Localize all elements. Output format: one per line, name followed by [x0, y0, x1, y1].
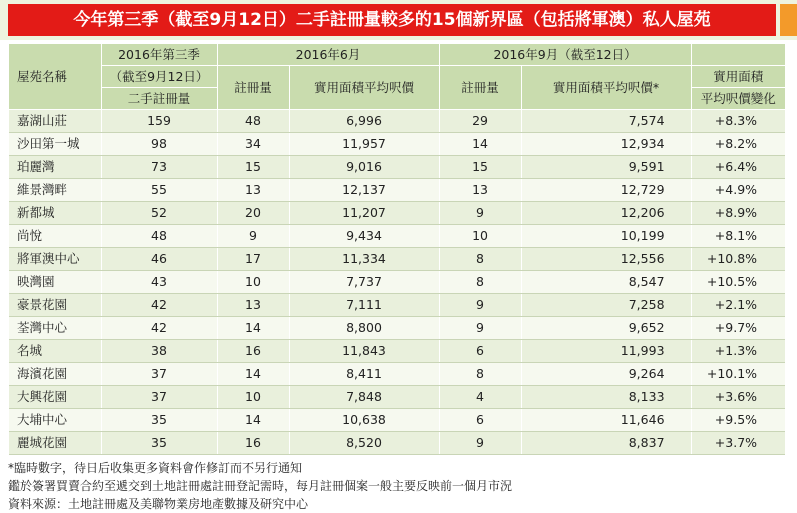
- footnote-registration-lag: 鑑於簽署買賣合約至遞交到土地註冊處註冊登記需時，每月註冊個案一般主要反映前一個月市況: [8, 479, 513, 493]
- cell-estate-name: 大興花園: [9, 386, 101, 409]
- table-row: [9, 432, 785, 455]
- cell-q3-registrations: 98: [101, 133, 217, 156]
- cell-q3-registrations: 42: [101, 317, 217, 340]
- cell-june-avg-price: 7,737: [289, 271, 439, 294]
- cell-september-registrations: 13: [439, 179, 521, 202]
- cell-estate-name: 麗城花園: [9, 432, 101, 455]
- cell-price-change: +3.6%: [691, 386, 785, 409]
- cell-june-registrations: 20: [217, 202, 289, 225]
- data-table-container: [9, 44, 785, 455]
- cell-june-avg-price: 8,411: [289, 363, 439, 386]
- cell-june-registrations: 34: [217, 133, 289, 156]
- cell-price-change: +3.7%: [691, 432, 785, 455]
- cell-estate-name: 尚悅: [9, 225, 101, 248]
- cell-september-avg-price: 7,258: [521, 294, 691, 317]
- cell-q3-registrations: 43: [101, 271, 217, 294]
- cell-q3-registrations: 38: [101, 340, 217, 363]
- cell-june-avg-price: 9,016: [289, 156, 439, 179]
- table-row: [9, 386, 785, 409]
- cell-price-change: +4.9%: [691, 179, 785, 202]
- cell-estate-name: 將軍澳中心: [9, 248, 101, 271]
- footnotes: [8, 459, 788, 513]
- estate-registration-table: [9, 44, 785, 455]
- header-june-registrations: 註冊量: [217, 66, 289, 110]
- cell-q3-registrations: 46: [101, 248, 217, 271]
- cell-september-avg-price: 9,591: [521, 156, 691, 179]
- cell-june-avg-price: 9,434: [289, 225, 439, 248]
- cell-september-registrations: 6: [439, 409, 521, 432]
- cell-estate-name: 新都城: [9, 202, 101, 225]
- cell-june-avg-price: 11,843: [289, 340, 439, 363]
- table-row: [9, 110, 785, 133]
- cell-june-registrations: 14: [217, 317, 289, 340]
- cell-june-avg-price: 11,957: [289, 133, 439, 156]
- cell-price-change: +8.3%: [691, 110, 785, 133]
- cell-september-registrations: 9: [439, 294, 521, 317]
- title-accent: [780, 4, 797, 36]
- cell-september-registrations: 4: [439, 386, 521, 409]
- header-june-group: 2016年6月: [217, 44, 439, 66]
- cell-estate-name: 映灣園: [9, 271, 101, 294]
- cell-september-avg-price: 9,264: [521, 363, 691, 386]
- header-september-registrations: 註冊量: [439, 66, 521, 110]
- table-row: [9, 340, 785, 363]
- cell-q3-registrations: 37: [101, 386, 217, 409]
- cell-september-registrations: 14: [439, 133, 521, 156]
- cell-price-change: +10.8%: [691, 248, 785, 271]
- cell-june-avg-price: 12,137: [289, 179, 439, 202]
- cell-september-registrations: 10: [439, 225, 521, 248]
- cell-june-avg-price: 8,800: [289, 317, 439, 340]
- cell-q3-registrations: 55: [101, 179, 217, 202]
- cell-september-avg-price: 11,646: [521, 409, 691, 432]
- table-row: [9, 202, 785, 225]
- header-june-avg-price: 實用面積平均呎價: [289, 66, 439, 110]
- cell-june-registrations: 48: [217, 110, 289, 133]
- cell-september-registrations: 6: [439, 340, 521, 363]
- cell-september-registrations: 8: [439, 248, 521, 271]
- cell-june-avg-price: 11,207: [289, 202, 439, 225]
- cell-september-avg-price: 9,652: [521, 317, 691, 340]
- cell-september-registrations: 8: [439, 363, 521, 386]
- cell-september-registrations: 9: [439, 317, 521, 340]
- cell-estate-name: 沙田第一城: [9, 133, 101, 156]
- table-row: [9, 271, 785, 294]
- cell-september-registrations: 9: [439, 432, 521, 455]
- cell-price-change: +8.9%: [691, 202, 785, 225]
- cell-estate-name: 海濱花園: [9, 363, 101, 386]
- table-header: [9, 44, 785, 110]
- cell-estate-name: 荃灣中心: [9, 317, 101, 340]
- header-q3-line1: 2016年第三季: [101, 44, 217, 66]
- cell-q3-registrations: 73: [101, 156, 217, 179]
- cell-june-registrations: 9: [217, 225, 289, 248]
- cell-q3-registrations: 48: [101, 225, 217, 248]
- table-row: [9, 409, 785, 432]
- header-change-spacer: [691, 44, 785, 66]
- cell-june-registrations: 14: [217, 409, 289, 432]
- cell-q3-registrations: 37: [101, 363, 217, 386]
- cell-price-change: +9.7%: [691, 317, 785, 340]
- header-change-line2: 平均呎價變化: [691, 88, 785, 110]
- header-q3-line2: （截至9月12日）: [101, 66, 217, 88]
- cell-september-registrations: 29: [439, 110, 521, 133]
- cell-june-registrations: 10: [217, 386, 289, 409]
- header-q3-line3: 二手註冊量: [101, 88, 217, 110]
- cell-june-registrations: 16: [217, 432, 289, 455]
- cell-june-avg-price: 7,111: [289, 294, 439, 317]
- table-row: [9, 363, 785, 386]
- cell-estate-name: 豪景花園: [9, 294, 101, 317]
- cell-estate-name: 珀麗灣: [9, 156, 101, 179]
- cell-price-change: +10.5%: [691, 271, 785, 294]
- cell-q3-registrations: 35: [101, 409, 217, 432]
- cell-q3-registrations: 42: [101, 294, 217, 317]
- cell-estate-name: 大埔中心: [9, 409, 101, 432]
- header-estate: 屋苑名稱: [9, 44, 101, 110]
- cell-price-change: +9.5%: [691, 409, 785, 432]
- cell-june-registrations: 10: [217, 271, 289, 294]
- cell-september-registrations: 8: [439, 271, 521, 294]
- cell-june-registrations: 13: [217, 294, 289, 317]
- cell-september-avg-price: 11,993: [521, 340, 691, 363]
- cell-estate-name: 嘉湖山莊: [9, 110, 101, 133]
- table-row: [9, 179, 785, 202]
- footnote-provisional: *臨時數字，待日后收集更多資料會作修訂而不另行通知: [8, 461, 303, 475]
- cell-price-change: +8.1%: [691, 225, 785, 248]
- cell-september-avg-price: 12,934: [521, 133, 691, 156]
- cell-september-avg-price: 8,133: [521, 386, 691, 409]
- cell-q3-registrations: 52: [101, 202, 217, 225]
- table-row: [9, 248, 785, 271]
- table-row: [9, 156, 785, 179]
- cell-september-registrations: 9: [439, 202, 521, 225]
- title-banner: [0, 0, 797, 40]
- cell-september-avg-price: 12,556: [521, 248, 691, 271]
- table-row: [9, 225, 785, 248]
- cell-june-registrations: 16: [217, 340, 289, 363]
- cell-september-avg-price: 10,199: [521, 225, 691, 248]
- table-row: [9, 294, 785, 317]
- cell-september-avg-price: 8,837: [521, 432, 691, 455]
- page-title: 今年第三季（截至9月12日）二手註冊量較多的15個新界區（包括將軍澳）私人屋苑: [8, 4, 776, 36]
- cell-june-registrations: 14: [217, 363, 289, 386]
- cell-september-avg-price: 8,547: [521, 271, 691, 294]
- cell-june-registrations: 15: [217, 156, 289, 179]
- cell-june-registrations: 17: [217, 248, 289, 271]
- cell-september-avg-price: 12,206: [521, 202, 691, 225]
- cell-q3-registrations: 159: [101, 110, 217, 133]
- cell-september-avg-price: 12,729: [521, 179, 691, 202]
- table-row: [9, 317, 785, 340]
- header-change-line1: 實用面積: [691, 66, 785, 88]
- cell-estate-name: 維景灣畔: [9, 179, 101, 202]
- header-september-avg-price: 實用面積平均呎價*: [521, 66, 691, 110]
- cell-june-avg-price: 10,638: [289, 409, 439, 432]
- cell-june-avg-price: 6,996: [289, 110, 439, 133]
- cell-estate-name: 名城: [9, 340, 101, 363]
- cell-price-change: +8.2%: [691, 133, 785, 156]
- cell-september-avg-price: 7,574: [521, 110, 691, 133]
- cell-june-avg-price: 8,520: [289, 432, 439, 455]
- cell-price-change: +2.1%: [691, 294, 785, 317]
- cell-price-change: +10.1%: [691, 363, 785, 386]
- table-body: [9, 110, 785, 455]
- header-september-group: 2016年9月（截至12日）: [439, 44, 691, 66]
- cell-price-change: +1.3%: [691, 340, 785, 363]
- cell-june-avg-price: 7,848: [289, 386, 439, 409]
- cell-september-registrations: 15: [439, 156, 521, 179]
- cell-price-change: +6.4%: [691, 156, 785, 179]
- cell-june-registrations: 13: [217, 179, 289, 202]
- footnote-source: 資料來源：土地註冊處及美聯物業房地產數據及研究中心: [8, 497, 309, 511]
- table-row: [9, 133, 785, 156]
- cell-q3-registrations: 35: [101, 432, 217, 455]
- cell-june-avg-price: 11,334: [289, 248, 439, 271]
